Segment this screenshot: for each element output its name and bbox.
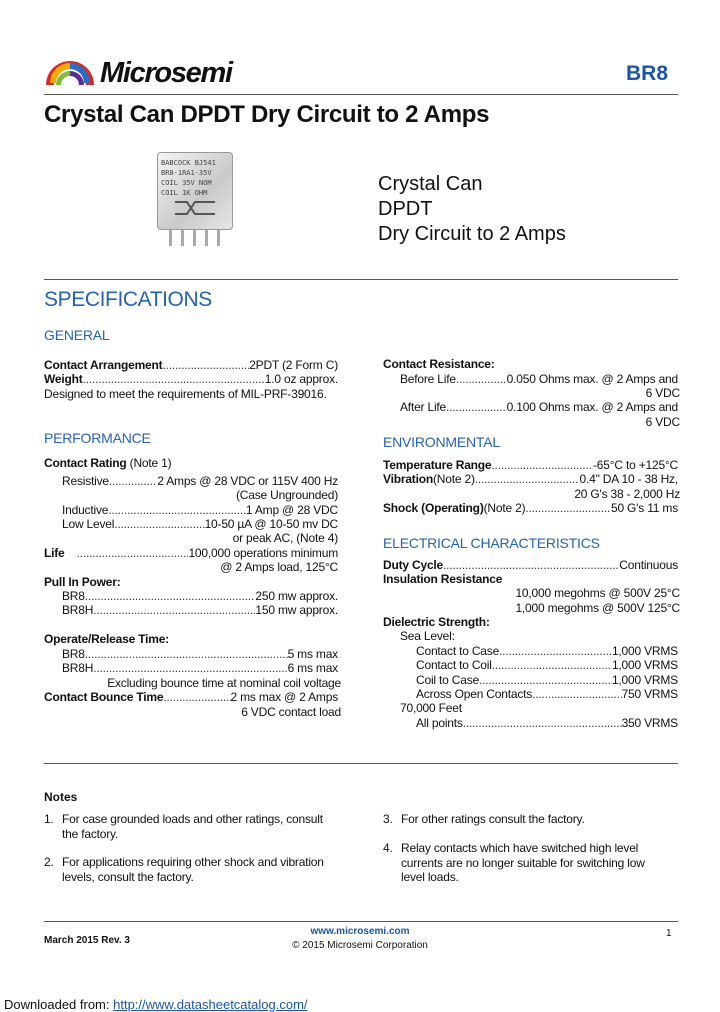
spec-excluding-bounce: Excluding bounce time at nominal coil voltage xyxy=(107,676,341,690)
spec-contact-to-case: Contact to Case ..... 1,000 VRMS xyxy=(416,644,678,659)
spec-inductive: Inductive ..... 1 Amp @ 28 VDC xyxy=(62,503,338,518)
spec-contact-arrangement: Contact Arrangement ..... 2PDT (2 Form C) xyxy=(44,358,338,373)
spec-contact-resistance: Contact Resistance: xyxy=(383,357,495,371)
relay-schematic-icon xyxy=(173,198,217,220)
microsemi-logo-icon xyxy=(42,55,98,95)
spec-all-points: All points ..... 350 VRMS xyxy=(416,716,678,731)
spec-operate-release: Operate/Release Time: xyxy=(44,632,169,646)
relay-marking-line: COIL 1K OHM xyxy=(161,189,208,197)
spec-operate-br8h: BR8H ..... 6 ms max xyxy=(62,661,338,676)
specifications-heading: SPECIFICATIONS xyxy=(44,288,212,311)
general-heading: GENERAL xyxy=(44,327,110,343)
product-summary xyxy=(378,172,566,247)
spec-before-life: Before Life ..... 0.050 Ohms max. @ 2 Amps and xyxy=(400,372,678,387)
spec-insulation-125c: 1,000 megohms @ 500V 125°C xyxy=(515,601,680,615)
spec-pull-in: Pull In Power: xyxy=(44,575,121,589)
notes-heading: Notes xyxy=(44,790,78,804)
electrical-heading: ELECTRICAL CHARACTERISTICS xyxy=(383,535,600,551)
footer-date: March 2015 Rev. 3 xyxy=(44,935,130,946)
relay-marking-line: BABCOCK BJ541 xyxy=(161,159,216,167)
spec-pull-in-br8: BR8 ..... 250 mw approx. xyxy=(62,589,338,604)
spec-across-open-contacts: Across Open Contacts ..... 750 VRMS xyxy=(416,687,678,702)
spec-life: Life ..... 100,000 operations minimum xyxy=(44,546,338,561)
environmental-heading: ENVIRONMENTAL xyxy=(383,434,500,450)
footer-website-link[interactable]: www.microsemi.com xyxy=(310,926,410,937)
spec-vibration: Vibration (Note 2) ..... 0.4" DA 10 - 38 Hz, xyxy=(383,472,678,487)
footer-divider xyxy=(44,921,678,922)
spec-low-level: Low Level ..... 10-50 µA @ 10-50 mv DC xyxy=(62,517,338,532)
product-summary-line: Dry Circuit to 2 Amps xyxy=(378,223,566,245)
spec-operate-br8: BR8 ..... 5 ms max xyxy=(62,647,338,662)
spec-altitude: 70,000 Feet xyxy=(400,701,462,715)
spec-sea-level: Sea Level: xyxy=(400,629,455,643)
spec-insulation-resistance: Insulation Resistance xyxy=(383,572,503,586)
part-number: BR8 xyxy=(625,62,668,85)
note-item: 4. Relay contacts which have switched high level currents are no longer suitable for switching low level loads. xyxy=(383,841,645,884)
spec-pull-in-br8h: BR8H ..... 150 mw approx. xyxy=(62,603,338,618)
note-item: 2. For applications requiring other shock and vibration levels, consult the factory. xyxy=(44,855,324,884)
page-number: 1 xyxy=(666,928,672,939)
product-summary-line: Crystal Can xyxy=(378,173,483,195)
spec-temperature-range: Temperature Range ..... -65°C to +125°C xyxy=(383,458,678,473)
company-name: Microsemi xyxy=(100,57,232,89)
spec-dielectric-strength: Dielectric Strength: xyxy=(383,615,490,629)
relay-marking-line: COIL 35V NOM xyxy=(161,179,212,187)
spec-resistive: Resistive ..... 2 Amps @ 28 VDC or 115V 400 Hz xyxy=(62,474,338,489)
note-item: 3. For other ratings consult the factory. xyxy=(383,812,585,826)
page-title: Crystal Can DPDT Dry Circuit to 2 Amps xyxy=(44,101,490,128)
spec-contact-bounce: Contact Bounce Time ..... 2 ms max @ 2 Amps xyxy=(44,690,338,705)
relay-marking-line: BR8-1RA1-35V xyxy=(161,169,212,177)
spec-weight: Weight ..... 1.0 oz approx. xyxy=(44,372,338,387)
header-divider xyxy=(44,94,678,95)
spec-duty-cycle: Duty Cycle ..... Continuous xyxy=(383,558,678,573)
spec-divider xyxy=(44,279,678,280)
product-summary-line: DPDT xyxy=(378,198,433,220)
spec-vibration-cont: 20 G's 38 - 2,000 Hz xyxy=(574,487,680,501)
downloaded-from xyxy=(4,997,308,1012)
spec-contact-rating: Contact Rating (Note 1) xyxy=(44,456,172,470)
spec-contact-bounce-cont: 6 VDC contact load xyxy=(241,705,341,719)
spec-life-cont: @ 2 Amps load, 125°C xyxy=(220,560,338,574)
spec-after-life: After Life ..... 0.100 Ohms max. @ 2 Amps and xyxy=(400,400,678,415)
note-item: 1. For case grounded loads and other ratings, consult the factory. xyxy=(44,812,323,841)
spec-after-life-cont: 6 VDC xyxy=(645,415,680,429)
spec-contact-to-coil: Contact to Coil ..... 1,000 VRMS xyxy=(416,658,678,673)
download-source-link[interactable]: http://www.datasheetcatalog.com/ xyxy=(113,997,308,1012)
relay-product-image xyxy=(155,150,235,250)
notes-divider xyxy=(44,763,678,764)
footer-copyright: © 2015 Microsemi Corporation xyxy=(292,940,428,951)
spec-designed: Designed to meet the requirements of MIL-PRF-39016. xyxy=(44,387,327,401)
spec-shock: Shock (Operating) (Note 2) ..... 50 G's 11 ms xyxy=(383,501,678,516)
spec-insulation-25c: 10,000 megohms @ 500V 25°C xyxy=(515,586,680,600)
spec-coil-to-case: Coil to Case ..... 1,000 VRMS xyxy=(416,673,678,688)
spec-low-level-cont: or peak AC, (Note 4) xyxy=(232,531,338,545)
performance-heading: PERFORMANCE xyxy=(44,430,151,446)
spec-resistive-cont: (Case Ungrounded) xyxy=(236,488,338,502)
spec-before-life-cont: 6 VDC xyxy=(645,386,680,400)
microsemi-logo xyxy=(42,55,272,95)
downloaded-label: Downloaded from: xyxy=(4,997,114,1012)
